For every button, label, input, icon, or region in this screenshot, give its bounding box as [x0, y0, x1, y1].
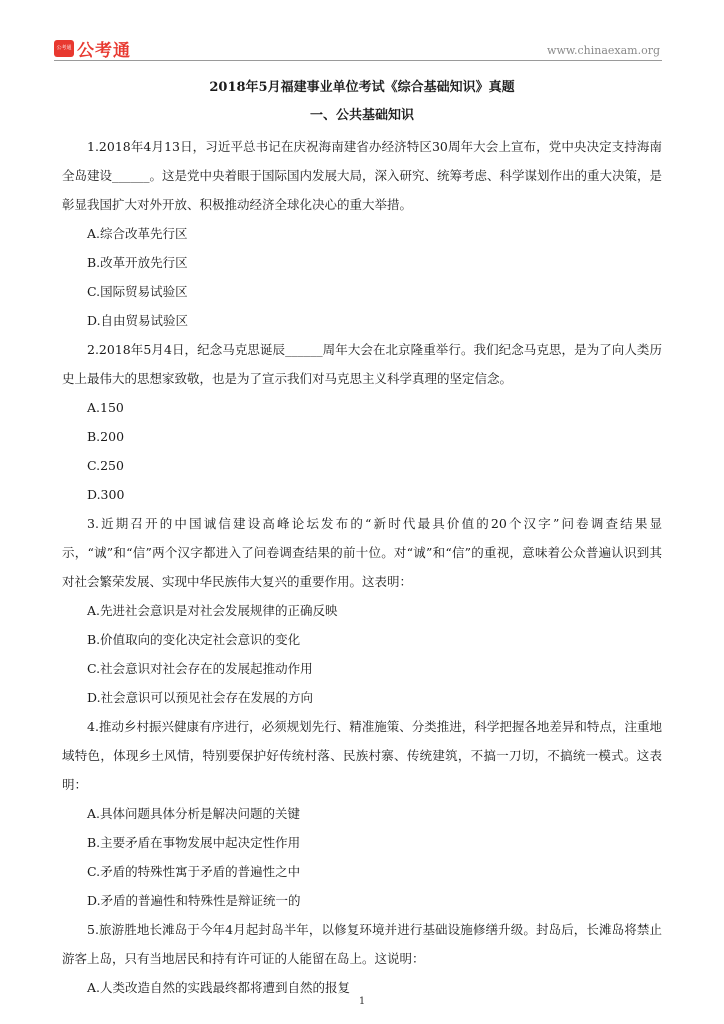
option-c: C.250: [87, 458, 124, 473]
section-heading: 一、公共基础知识: [309, 108, 414, 123]
option-c: C.国际贸易试验区: [87, 284, 188, 299]
option-d: D.300: [87, 487, 125, 502]
option-a: A.先进社会意识是对社会发展规律的正确反映: [87, 603, 338, 618]
option-d: D.自由贸易试验区: [87, 313, 189, 328]
question-stem: 1.2018年4月13日，习近平总书记在庆祝海南建省办经济特区30周年大会上宣布，党中央决定支持海南全岛建设______。这是党中央着眼于国际国内发展大局，深入研究、统筹考虑、科学谋划作出的重大决策，是彰显我国扩大对外开放、积极推动经济全球化决心的重大举措。: [62, 139, 663, 212]
question-stem: 3.近期召开的中国诚信建设高峰论坛发布的“新时代最具价值的20个汉字”问卷调查结果显示，“诚”和“信”两个汉字都进入了问卷调查结果的前十位。对“诚”和“信”的重视，意味着公众普遍认识到其对社会繁荣发展、实现中华民族伟大复兴的重要作用。这表明：: [62, 516, 662, 589]
option-a: A.人类改造自然的实践最终都将遭到自然的报复: [87, 980, 351, 995]
page-number: 1: [358, 996, 366, 1007]
logo-text: 公考通: [77, 41, 131, 61]
site-url: www.chinaexam.org: [547, 44, 660, 57]
question-stem: 2.2018年5月4日，纪念马克思诞辰______周年大会在北京隆重举行。我们纪念马克思，是为了向人类历史上最伟大的思想家致敬，也是为了宣示我们对马克思主义科学真理的坚定信念。: [62, 342, 662, 386]
option-d: D.社会意识可以预见社会存在发展的方向: [87, 690, 314, 705]
document-body: [62, 78, 662, 1002]
option-a: A.综合改革先行区: [87, 226, 188, 241]
question-stem: 5.旅游胜地长滩岛于今年4月起封岛半年，以修复环境并进行基础设施修缮升级。封岛后，长滩岛将禁止游客上岛，只有当地居民和持有许可证的人能留在岛上。这说明：: [62, 922, 662, 966]
option-b: B.价值取向的变化决定社会意识的变化: [87, 632, 301, 647]
option-b: B.200: [87, 429, 125, 444]
header-divider: [54, 60, 662, 61]
logo-badge-icon: 公考通: [54, 40, 74, 57]
page-header: [0, 0, 724, 62]
option-d: D.矛盾的普遍性和特殊性是辩证统一的: [87, 893, 301, 908]
option-a: A.具体问题具体分析是解决问题的关键: [87, 806, 301, 821]
option-b: B.主要矛盾在事物发展中起决定性作用: [87, 835, 301, 850]
option-a: A.150: [87, 400, 124, 415]
logo: [54, 36, 131, 61]
option-b: B.改革开放先行区: [87, 255, 188, 270]
question-stem: 4.推动乡村振兴健康有序进行，必须规划先行、精准施策、分类推进，科学把握各地差异和特点，注重地域特色，体现乡土风情，特别要保护好传统村落、民族村寨、传统建筑，不搞一刀切，不搞统一模式。这表明：: [62, 719, 662, 792]
option-c: C.社会意识对社会存在的发展起推动作用: [87, 661, 313, 676]
option-c: C.矛盾的特殊性寓于矛盾的普遍性之中: [87, 864, 301, 879]
document-title: 2018年5月福建事业单位考试《综合基础知识》真题: [209, 80, 515, 95]
